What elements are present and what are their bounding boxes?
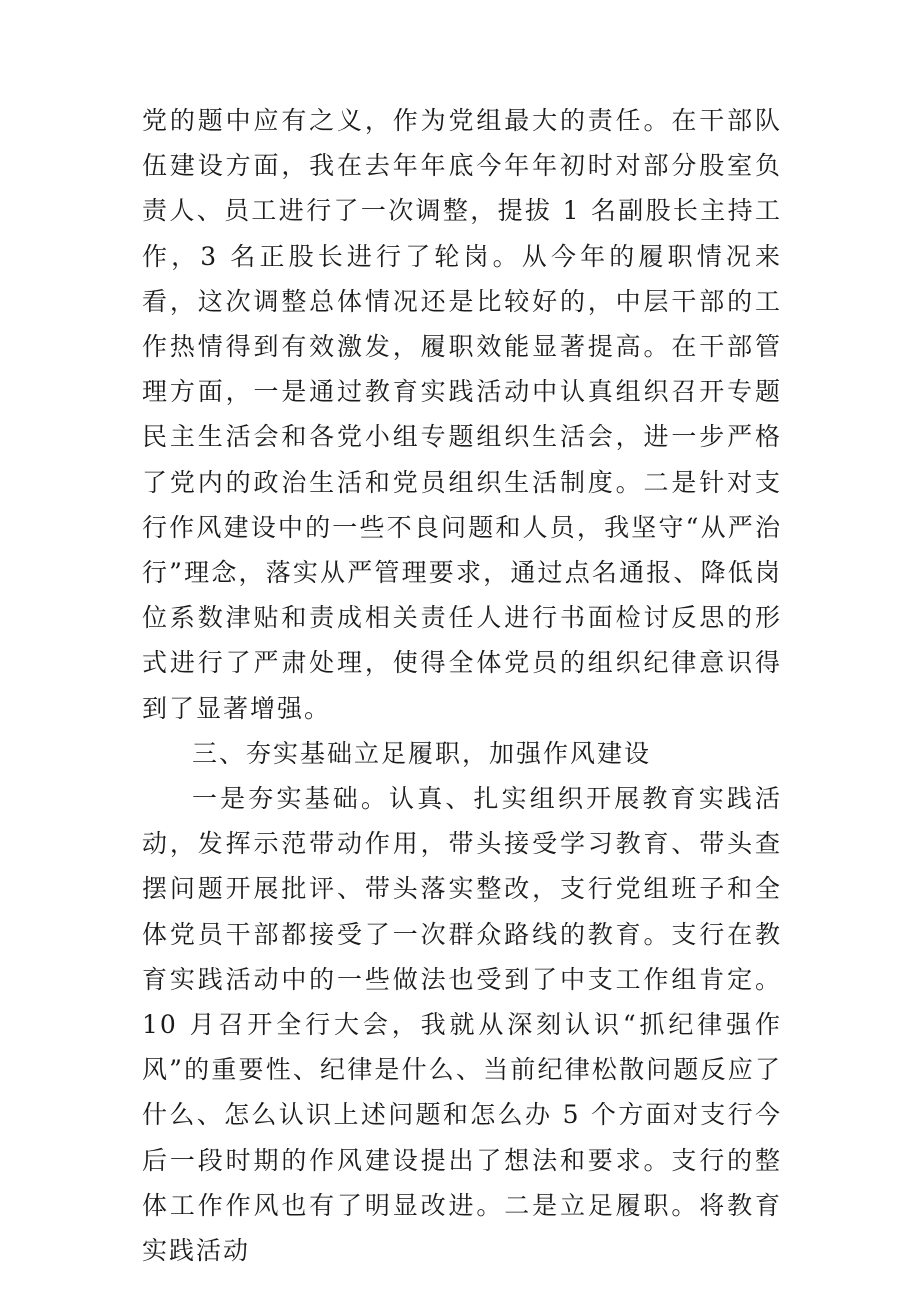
body-paragraph-1: 党的题中应有之义，作为党组最大的责任。在干部队伍建设方面，我在去年年底今年年初时对部分股室负责人、员工进行了一次调整，提拔 1 名副股长主持工作，3 名正股长进行了轮岗。从今年的履职情况来看，这次调整总体情况还是比较好的，中层干部的工作热情得到有效激发，履职效能显著提高。在干部管理方面，一是通过教育实践活动中认真组织召开专题民主生活会和各党小组专题组织生活会，进一步严格了党内的政治生活和党员组织生活制度。二是针对支行作风建设中的一些不良问题和人员，我坚守“从严治行”理念，落实从严管理要求，通过点名通报、降低岗位系数津贴和责成相关责任人进行书面检讨反思的形式进行了严肃处理，使得全体党员的组织纪律意识得到了显著增强。 (142, 106, 782, 723)
section-heading: 三、夯实基础立足履职，加强作风建设 (192, 738, 652, 768)
document-page (142, 98, 782, 1273)
body-paragraph-2: 一是夯实基础。认真、扎实组织开展教育实践活动，发挥示范带动作用，带头接受学习教育、带头查摆问题开展批评、带头落实整改，支行党组班子和全体党员干部都接受了一次群众路线的教育。支行在教育实践活动中的一些做法也受到了中支工作组肯定。10 月召开全行大会，我就从深刻认识“抓纪律强作风”的重要性、纪律是什么、当前纪律松散问题反应了什么、怎么认识上述问题和怎么办 5 个方面对支行今后一段时期的作风建设提出了想法和要求。支行的整体工作作风也有了明显改进。二是立足履职。将教育实践活动 (142, 784, 782, 1266)
